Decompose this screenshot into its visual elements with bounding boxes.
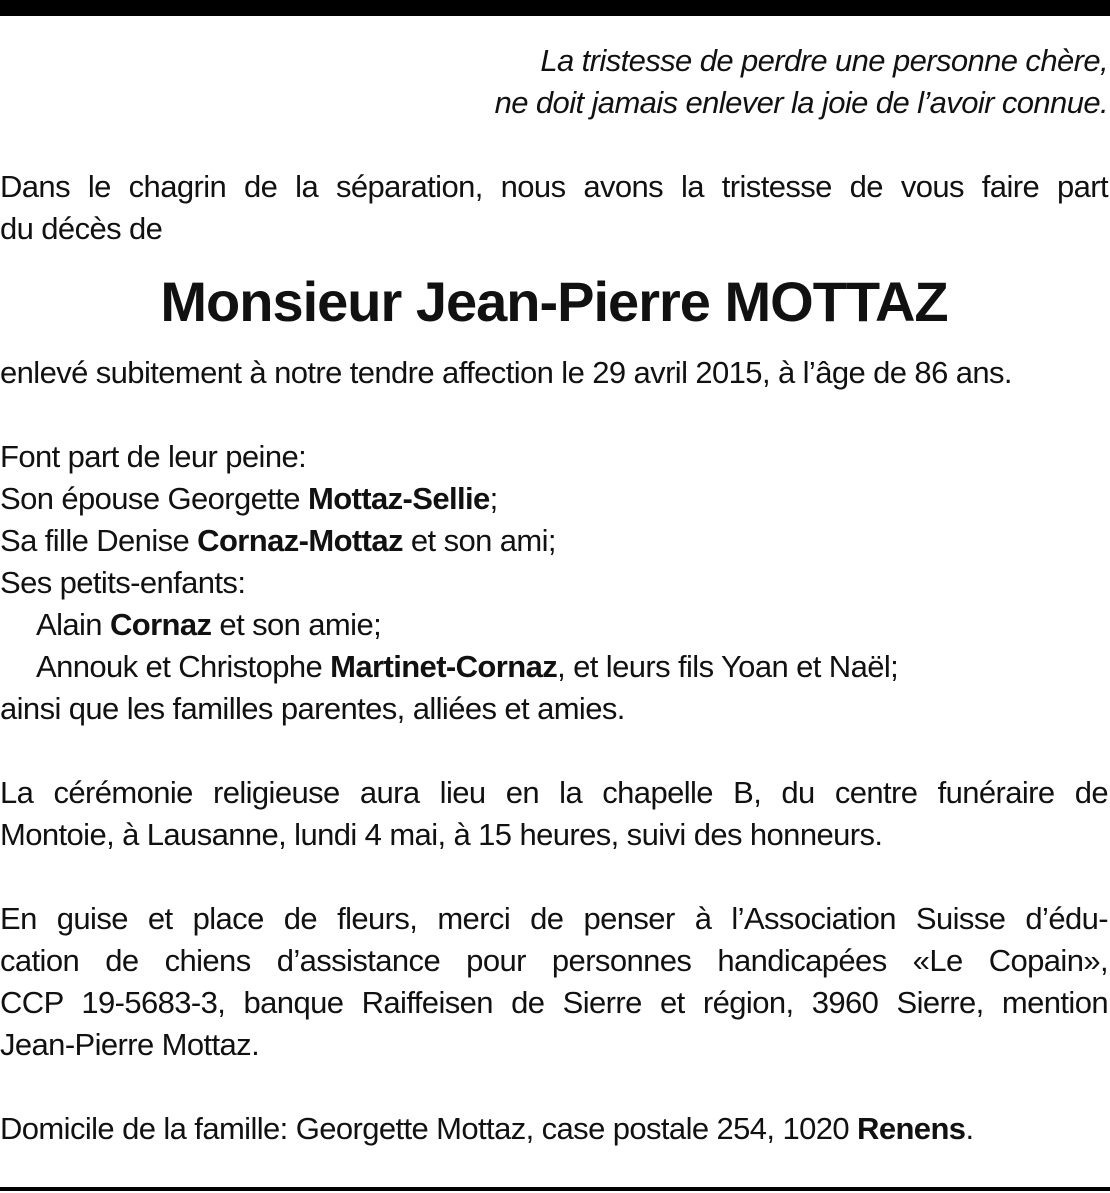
family-grandchild-1 [0, 604, 1108, 646]
daughter-surname: Cornaz-Mottaz [197, 523, 403, 558]
death-notice: enlevé subitement à notre tendre affection le 29 avril 2015, à l’âge de 86 ans. [0, 355, 1012, 390]
obituary-notice [0, 40, 1108, 1150]
grandchild2-surname: Martinet-Cornaz [330, 649, 558, 684]
ceremony-line-2: Montoie, à Lausanne, lundi 4 mai, à 15 heures, suivi des honneurs. [0, 817, 883, 852]
ceremony-line-1: La cérémonie religieuse aura lieu en la chapelle B, du centre funéraire de [0, 775, 1108, 810]
bottom-rule [0, 1187, 1110, 1191]
grandchild1-prefix: Alain [36, 607, 110, 642]
grandchild2-suffix: , et leurs fils Yoan et Naël; [557, 649, 899, 684]
domicile-city: Renens [857, 1111, 966, 1146]
grandchild1-surname: Cornaz [109, 607, 212, 642]
ceremony-paragraph [0, 772, 1108, 856]
donation-line-4: Jean-Pierre Mottaz. [0, 1027, 260, 1062]
grandchild1-suffix: et son amie; [211, 607, 382, 642]
intro-paragraph [0, 166, 1108, 250]
daughter-prefix: Sa fille Denise [0, 523, 198, 558]
intro-line-2: du décès de [0, 211, 163, 246]
grandchild2-prefix: Annouk et Christophe [36, 649, 331, 684]
donation-line-3: CCP 19-5683-3, banque Raiffeisen de Sierre et région, 3960 Sierre, mention [0, 985, 1108, 1020]
top-rule [0, 0, 1110, 16]
domicile-suffix: . [965, 1111, 974, 1146]
spouse-surname: Mottaz-Sellie [307, 481, 490, 516]
domicile-prefix: Domicile de la famille: Georgette Mottaz, case postale 254, 1020 [0, 1111, 858, 1146]
donation-line-1: En guise et place de fleurs, merci de penser à l’Association Suisse d’édu- [0, 901, 1108, 936]
quote-line-1: La tristesse de perdre une personne chère, [540, 43, 1108, 78]
intro-line-1: Dans le chagrin de la séparation, nous avons la tristesse de vous faire part [0, 169, 1108, 204]
donation-paragraph [0, 898, 1108, 1066]
family-grandchild-2 [0, 646, 1108, 688]
family-list [0, 436, 1108, 730]
quote-line-2: ne doit jamais enlever la joie de l’avoir connue. [494, 85, 1108, 120]
donation-line-2: cation de chiens d’assistance pour personnes handicapées «Le Copain», [0, 943, 1108, 978]
epigraph-quote [0, 40, 1108, 124]
spouse-suffix: ; [489, 481, 498, 516]
family-spouse [0, 478, 1108, 520]
spouse-prefix: Son épouse Georgette [0, 481, 308, 516]
family-closing: ainsi que les familles parentes, alliées et amies. [0, 691, 625, 726]
daughter-suffix: et son ami; [402, 523, 556, 558]
family-domicile [0, 1108, 1108, 1150]
family-daughter [0, 520, 1108, 562]
family-heading: Font part de leur peine: [0, 439, 307, 474]
deceased-name: Monsieur Jean-Pierre MOTTAZ [160, 270, 948, 333]
grandchildren-heading: Ses petits-enfants: [0, 565, 246, 600]
